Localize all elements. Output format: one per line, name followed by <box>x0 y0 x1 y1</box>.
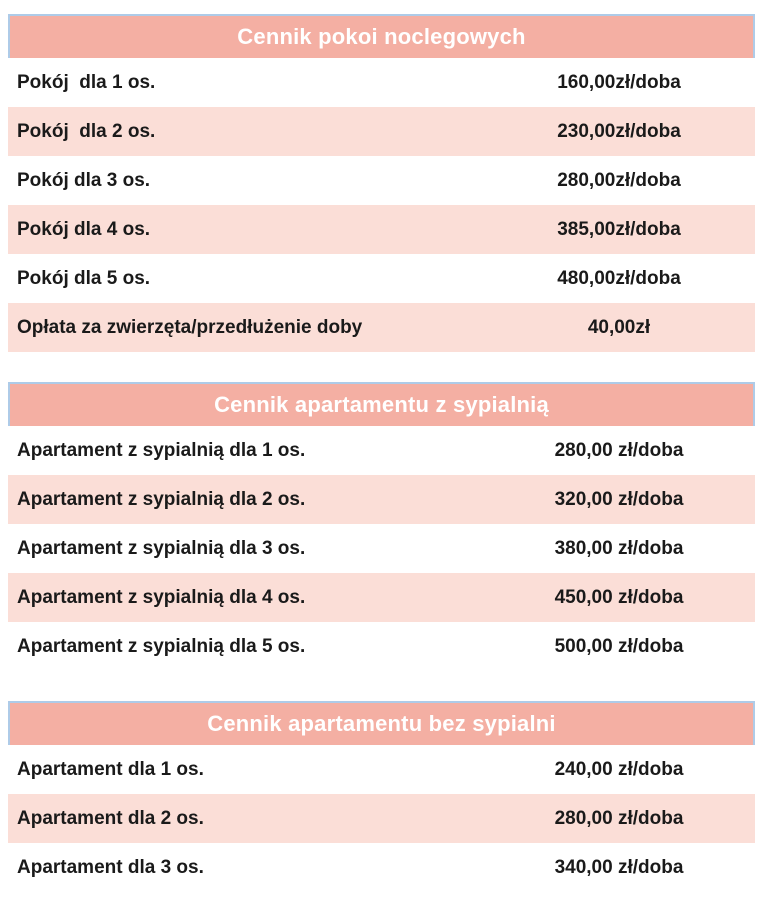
row-label: Apartament dla 2 os. <box>17 807 204 829</box>
table-row <box>8 524 755 573</box>
row-price: 480,00zł/doba <box>557 267 681 289</box>
table-row <box>8 156 755 205</box>
row-label: Apartament z sypialnią dla 4 os. <box>17 586 306 608</box>
row-label: Apartament z sypialnią dla 5 os. <box>17 635 306 657</box>
row-price: 280,00 zł/doba <box>554 439 684 461</box>
row-price: 280,00 zł/doba <box>554 807 684 829</box>
row-label: Pokój dla 2 os. <box>17 120 156 142</box>
price-table-apartment-no-bedroom <box>8 701 755 892</box>
table-title: Cennik pokoi noclegowych <box>8 14 755 58</box>
row-price: 320,00 zł/doba <box>554 488 684 510</box>
table-row <box>8 843 755 892</box>
row-label: Apartament z sypialnią dla 1 os. <box>17 439 306 461</box>
table-row <box>8 107 755 156</box>
row-label: Pokój dla 5 os. <box>17 267 151 289</box>
table-row <box>8 303 755 352</box>
row-label: Apartament z sypialnią dla 2 os. <box>17 488 306 510</box>
price-table-apartment-bedroom <box>8 382 755 671</box>
row-price: 385,00zł/doba <box>557 218 681 240</box>
row-price: 230,00zł/doba <box>557 120 681 142</box>
row-label: Apartament dla 1 os. <box>17 758 204 780</box>
row-price: 160,00zł/doba <box>557 71 681 93</box>
price-table-rooms <box>8 14 755 352</box>
table-row <box>8 58 755 107</box>
table-row <box>8 745 755 794</box>
row-price: 500,00 zł/doba <box>554 635 684 657</box>
row-price: 40,00zł <box>587 316 651 338</box>
row-label: Apartament dla 3 os. <box>17 856 204 878</box>
table-row <box>8 794 755 843</box>
table-row <box>8 573 755 622</box>
row-label: Opłata za zwierzęta/przedłużenie doby <box>17 316 363 338</box>
table-title: Cennik apartamentu bez sypialni <box>8 701 755 745</box>
row-label: Apartament z sypialnią dla 3 os. <box>17 537 306 559</box>
row-price: 450,00 zł/doba <box>554 586 684 608</box>
row-label: Pokój dla 1 os. <box>17 71 156 93</box>
row-label: Pokój dla 4 os. <box>17 218 151 240</box>
table-title: Cennik apartamentu z sypialnią <box>8 382 755 426</box>
row-price: 280,00zł/doba <box>557 169 681 191</box>
row-price: 240,00 zł/doba <box>554 758 684 780</box>
table-row <box>8 622 755 671</box>
table-row <box>8 205 755 254</box>
row-price: 380,00 zł/doba <box>554 537 684 559</box>
row-price: 340,00 zł/doba <box>554 856 684 878</box>
row-label: Pokój dla 3 os. <box>17 169 151 191</box>
table-row <box>8 475 755 524</box>
table-row <box>8 254 755 303</box>
table-row <box>8 426 755 475</box>
